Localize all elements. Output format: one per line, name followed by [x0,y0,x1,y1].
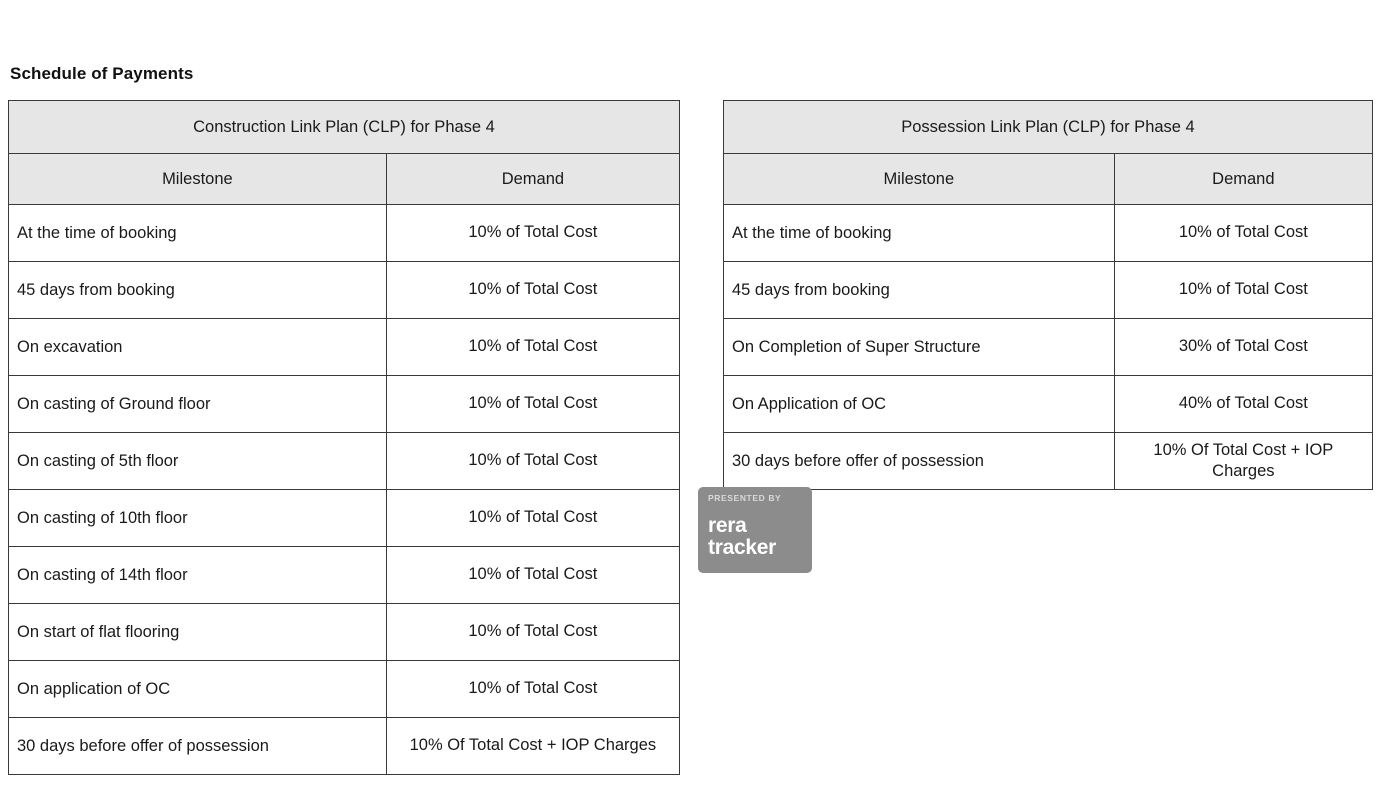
cell-demand: 10% of Total Cost [386,604,679,661]
table-header-row [9,154,680,205]
possession-link-plan-table-container [723,100,1373,490]
brand-name-line-2: tracker [708,536,776,560]
table-title-row [724,101,1373,154]
page-title: Schedule of Payments [10,64,194,83]
cell-milestone: On Application of OC [724,376,1115,433]
presented-by-label: PRESENTED BY [708,493,782,503]
cell-milestone: On casting of 5th floor [9,433,387,490]
table-row [724,319,1373,376]
cell-demand: 10% of Total Cost [386,433,679,490]
cell-milestone: On start of flat flooring [9,604,387,661]
cell-demand: 10% of Total Cost [386,490,679,547]
cell-demand: 10% of Total Cost [386,319,679,376]
table-row [9,433,680,490]
rera-tracker-watermark [698,487,812,573]
column-header-demand: Demand [386,154,679,205]
cell-milestone: On casting of Ground floor [9,376,387,433]
table-row [9,205,680,262]
cell-milestone: On casting of 14th floor [9,547,387,604]
cell-milestone: On excavation [9,319,387,376]
cell-demand: 10% of Total Cost [386,661,679,718]
cell-milestone: 45 days from booking [724,262,1115,319]
construction-link-plan-table [8,100,680,775]
table-row [9,376,680,433]
table-row [9,547,680,604]
table-row [724,433,1373,490]
brand-name-line-1: rera [708,514,747,538]
table-title-row [9,101,680,154]
table-row [9,604,680,661]
table-row [9,718,680,775]
possession-link-plan-table [723,100,1373,490]
table-row [724,376,1373,433]
cell-demand: 10% of Total Cost [386,262,679,319]
table-row [9,319,680,376]
cell-demand: 10% of Total Cost [1114,262,1372,319]
cell-milestone: At the time of booking [724,205,1115,262]
cell-milestone: On application of OC [9,661,387,718]
cell-demand: 10% of Total Cost [386,547,679,604]
table-row [724,205,1373,262]
column-header-milestone: Milestone [9,154,387,205]
cell-demand: 10% of Total Cost [1114,205,1372,262]
cell-demand: 10% Of Total Cost + IOP Charges [386,718,679,775]
cell-demand: 40% of Total Cost [1114,376,1372,433]
table-title: Construction Link Plan (CLP) for Phase 4 [9,101,680,154]
cell-milestone: 45 days from booking [9,262,387,319]
table-row [724,262,1373,319]
construction-link-plan-table-container [8,100,680,775]
cell-demand: 10% of Total Cost [386,376,679,433]
cell-milestone: On Completion of Super Structure [724,319,1115,376]
cell-milestone: On casting of 10th floor [9,490,387,547]
cell-milestone: At the time of booking [9,205,387,262]
table-row [9,490,680,547]
cell-demand: 30% of Total Cost [1114,319,1372,376]
column-header-milestone: Milestone [724,154,1115,205]
column-header-demand: Demand [1114,154,1372,205]
cell-demand: 10% Of Total Cost + IOP Charges [1114,433,1372,490]
cell-milestone: 30 days before offer of possession [724,433,1115,490]
table-row [9,661,680,718]
table-row [9,262,680,319]
table-header-row [724,154,1373,205]
cell-milestone: 30 days before offer of possession [9,718,387,775]
cell-demand: 10% of Total Cost [386,205,679,262]
table-title: Possession Link Plan (CLP) for Phase 4 [724,101,1373,154]
